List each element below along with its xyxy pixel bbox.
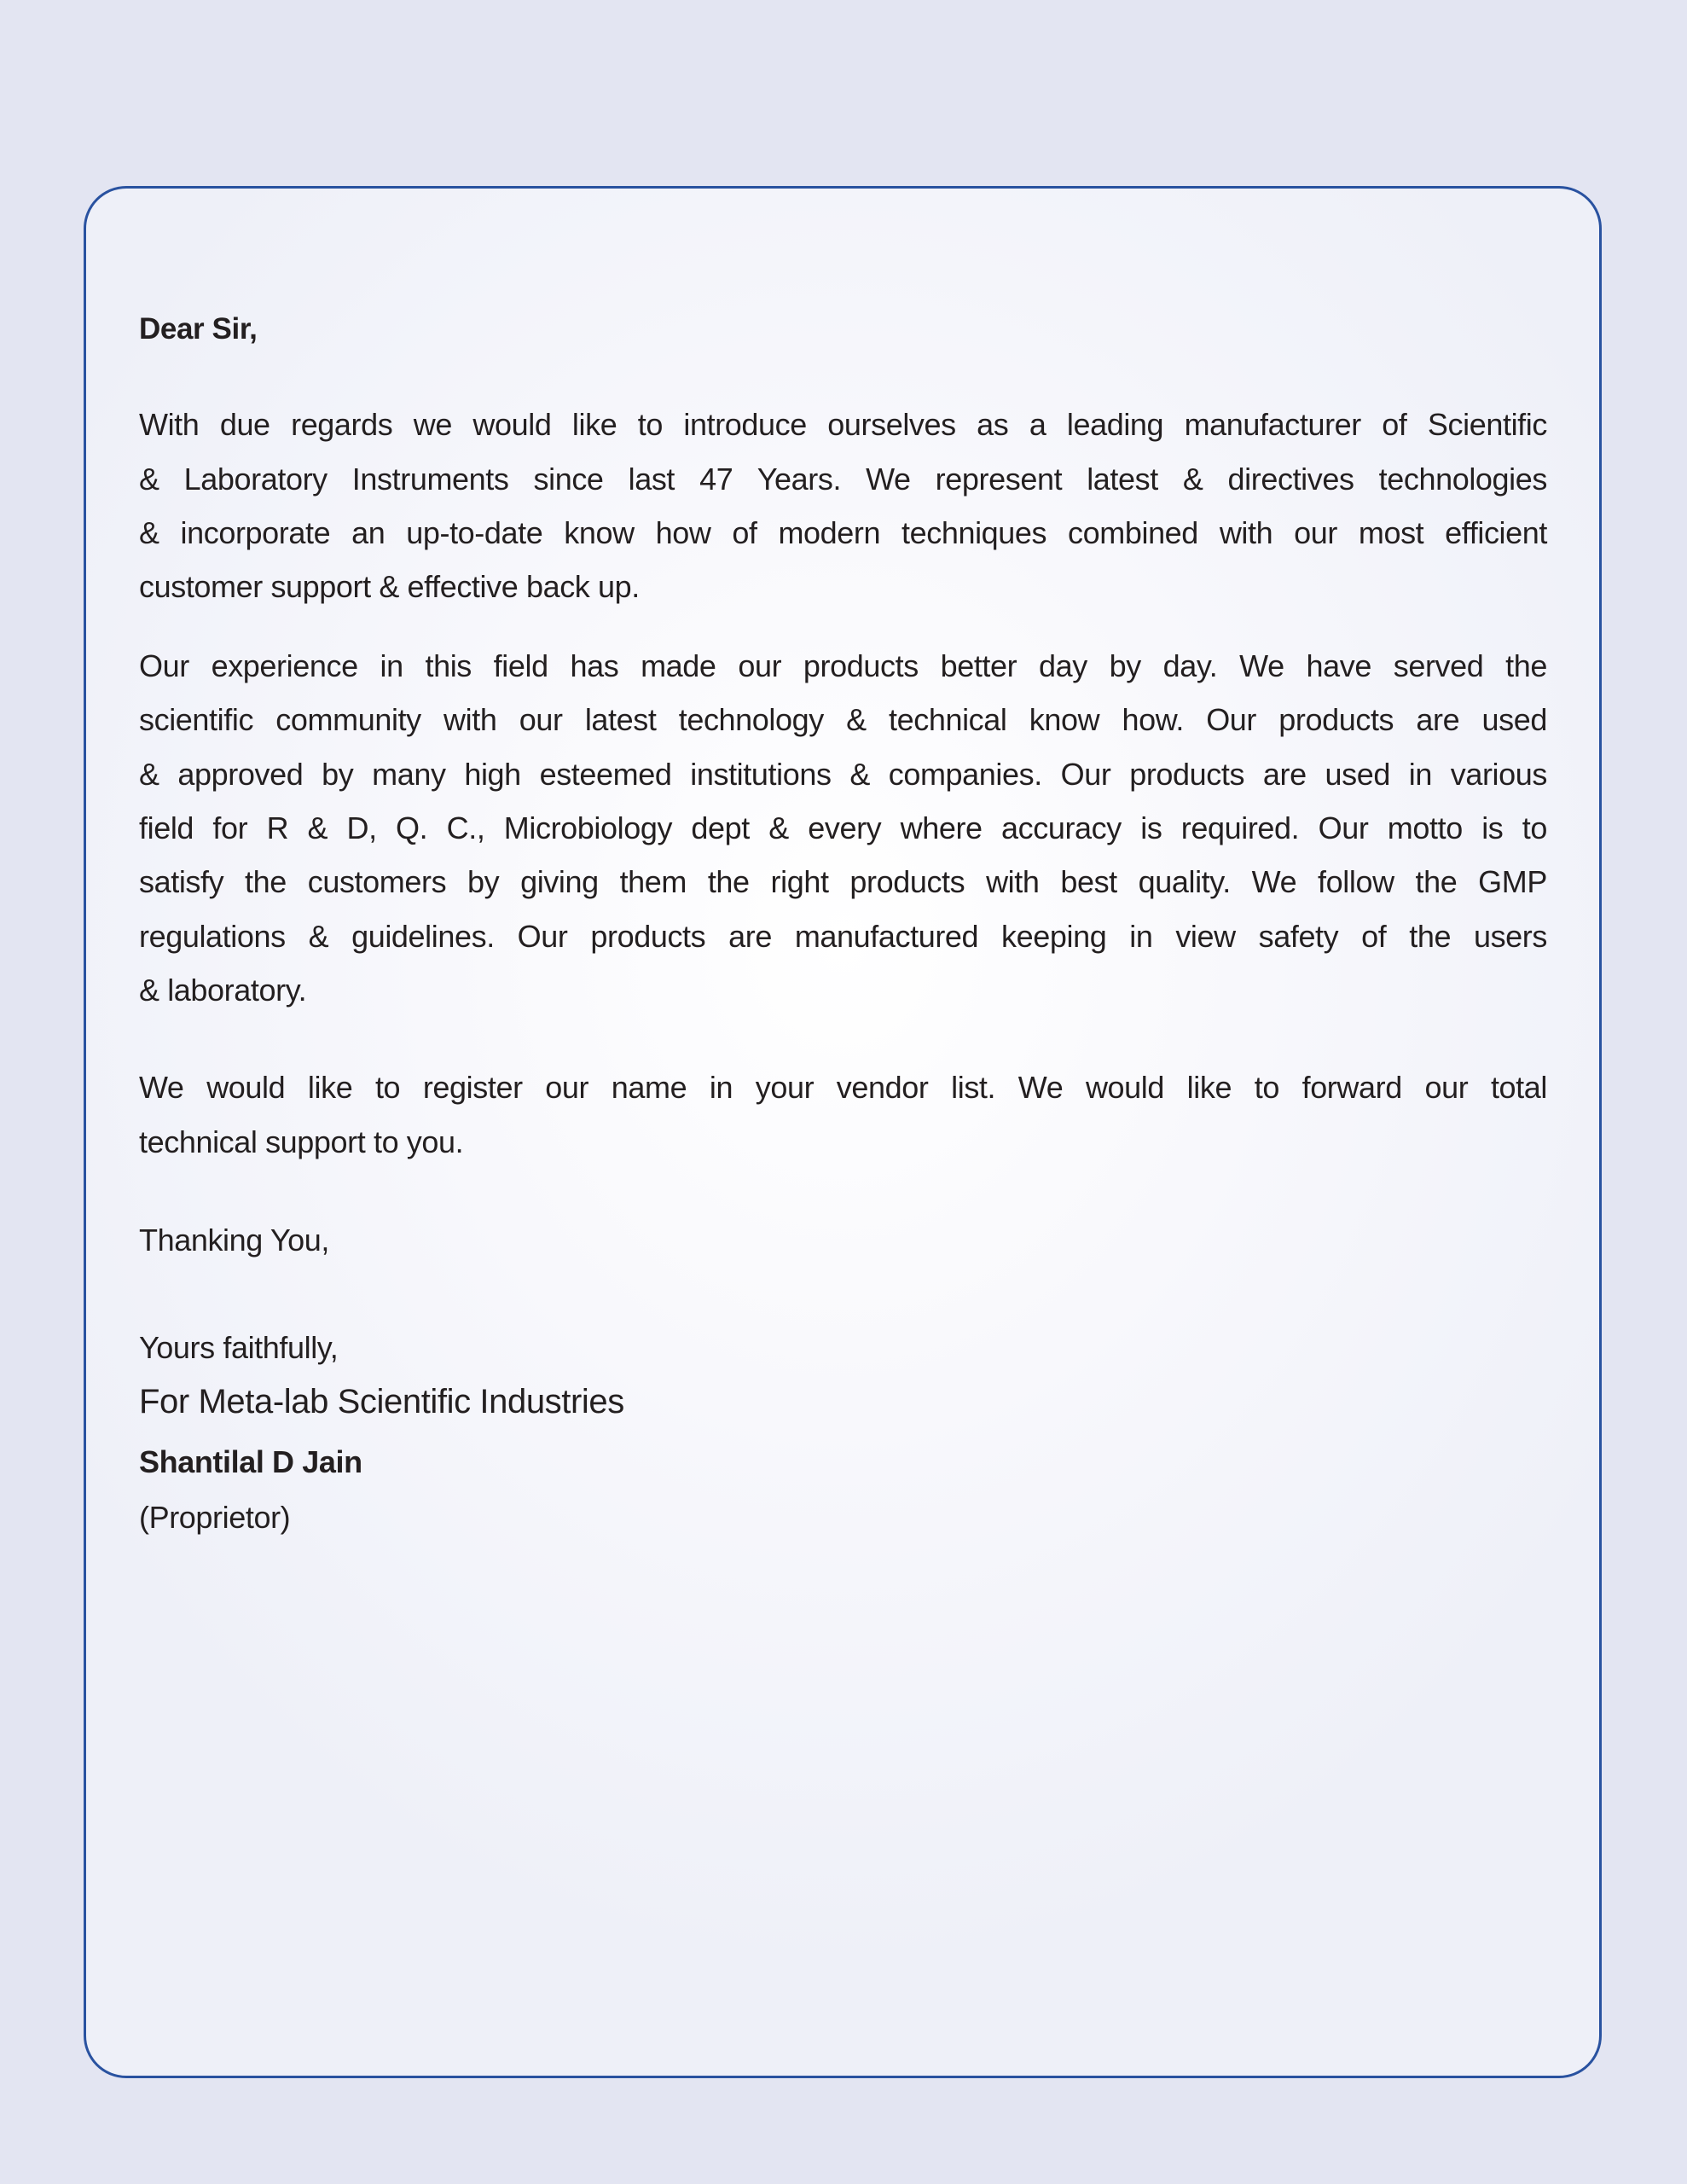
company-name: For Meta-lab Scientific Industries — [139, 1383, 624, 1420]
signatory-title: (Proprietor) — [139, 1500, 291, 1535]
salutation: Dear Sir, — [139, 312, 258, 346]
paragraph-line: Our experience in this field has made our products better day by day. We have served the — [139, 648, 1547, 683]
paragraph-line: satisfy the customers by giving them the right products with best quality. We follow the GMP — [139, 864, 1547, 899]
paragraph-line: & approved by many high esteemed institutions & companies. Our products are used in various — [139, 757, 1547, 792]
paragraph-line: & Laboratory Instruments since last 47 Years. We represent latest & directives technologies — [139, 462, 1547, 497]
signoff: Yours faithfully, — [139, 1330, 339, 1365]
paragraph-line: scientific community with our latest technology & technical know how. Our products are used — [139, 702, 1547, 737]
paragraph-line: technical support to you. — [139, 1124, 464, 1159]
paragraph-line: customer support & effective back up. — [139, 569, 640, 604]
paragraph-line: & incorporate an up-to-date know how of modern techniques combined with our most efficient — [139, 515, 1547, 550]
paragraph-line: field for R & D, Q. C., Microbiology dept & every where accuracy is required. Our motto is to — [139, 810, 1547, 845]
paragraph-line: With due regards we would like to introduce ourselves as a leading manufacturer of Scientific — [139, 407, 1547, 442]
signatory-name: Shantilal D Jain — [139, 1444, 362, 1479]
paragraph-line: We would like to register our name in your vendor list. We would like to forward our total — [139, 1070, 1547, 1105]
closing: Thanking You, — [139, 1223, 329, 1258]
paragraph-line: & laboratory. — [139, 973, 307, 1008]
paragraph-line: regulations & guidelines. Our products are manufactured keeping in view safety of the users — [139, 919, 1547, 954]
